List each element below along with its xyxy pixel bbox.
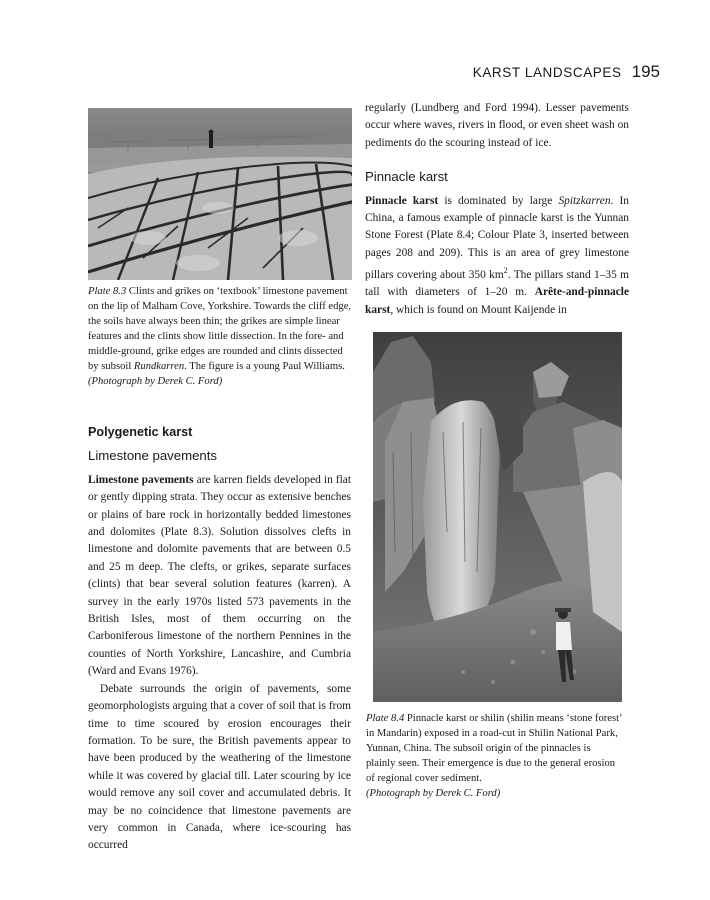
paragraph-pavements-1: [88, 472, 351, 681]
paragraph-pavements-2: Debate surrounds the origin of pavements, some geomorphologists arguing that a cover of soil that is from time to time scoured by erosion encourages their formation. To be sure, the British pavements appear to have been produced by the weathering of the limestone while it was covered by glacial till. Later scouring by ice would remove any soil cover and accumulated debris. It may be no coincidence that limestone pavements are very common in Canada, where ice-scouring has occurred: [88, 682, 351, 852]
plate-8-3-caption: [88, 284, 354, 389]
term-spitzkarren: Spitzkarren: [558, 194, 611, 207]
running-head-title: KARST LANDSCAPES: [472, 65, 622, 80]
plate-8-3-photo: [88, 108, 352, 280]
plate-8-4-caption: [366, 711, 622, 801]
running-head: [473, 62, 660, 82]
left-column: [88, 424, 351, 855]
plate-8-3-label: Plate 8.3: [88, 286, 127, 297]
subsection-heading-pinnacle: Pinnacle karst: [365, 169, 448, 185]
plate-8-3-text-b: . The figure is a young Paul Williams.: [184, 361, 345, 372]
paragraph-pinnacle-text-a: is dominated by large: [444, 194, 553, 207]
plate-8-4-credit: (Photograph by Derek C. Ford): [366, 788, 501, 799]
paragraph-pinnacle-1: [365, 193, 629, 320]
plate-8-4-label: Plate 8.4: [366, 713, 405, 724]
page-number: 195: [631, 62, 660, 81]
paragraph-pinnacle-text-d: , which is found on Mount Kaijende in: [390, 303, 567, 316]
paragraph-pinnacle-text-b: . In China, a famous example of pinnacle karst is the Yunnan Stone Forest (Plate 8.4; Colour Plate 3, inserted between pages 208 and 209). This is an area of grey limestone pillars covering about 350 km: [365, 194, 629, 282]
plate-8-3-credit: (Photograph by Derek C. Ford): [88, 376, 223, 387]
term-limestone-pavements: Limestone pavements: [88, 473, 194, 486]
superscript-2: 2: [503, 266, 508, 276]
paragraph-pinnacle-text-c: . The pillars stand 1–35 m tall with diameters of 1–20 m.: [365, 269, 629, 299]
plate-8-4-text: Pinnacle karst or shilin (shilin means ‘stone forest’ in Mandarin) exposed in a road-cut in Shilin National Park, Yunnan, China. The subsoil origin of the pinnacles is plainly seen. Their emergence is due to the general erosion of regional cover sediment.: [366, 713, 622, 784]
plate-8-3-term: Rundkarren: [133, 361, 185, 372]
section-heading: Polygenetic karst: [88, 425, 193, 439]
right-column: [365, 100, 629, 319]
subsection-heading-pavements: Limestone pavements: [88, 448, 218, 464]
paragraph-pavements-1-text: are karren fields developed in flat or gently dipping strata. They occur as extensive benches or plains of bare rock in horizontally bedded limestones and dolomites (Plate 8.3). Solution dissolves clefts in limestone and dolomite pavements that are between 0.5 and 25 m deep. The clefts, or grikes, separate surfaces (clints) that bear several solution features (karren). A survey in the early 1970s listed 573 pavements in the British Isles, most of them occurring on the Carboniferous limestone of the northern Pennines in the counties of North Yorkshire, Lancashire, and Cumbria (Ward and Evans 1976).: [88, 473, 351, 678]
plate-8-4-photo: [373, 332, 622, 702]
term-pinnacle-karst: Pinnacle karst: [365, 194, 439, 207]
term-arete-pinnacle: Arête-and-pinnacle karst: [365, 286, 629, 316]
plate-8-3-text-a: Clints and grikes on ‘textbook’ limestone pavement on the lip of Malham Cove, Yorkshire. Towards the cliff edge, the soils have always been thin; the grikes are simple linear features and the clints show little dissection. In the fore- and middle-ground, grike edges are rounded and clints dissected by subsoil: [88, 286, 352, 372]
paragraph-continuation: regularly (Lundberg and Ford 1994). Lesser pavements occur where waves, rivers in flood, or even sheet wash on pediments do the scouring instead of ice.: [365, 102, 629, 149]
